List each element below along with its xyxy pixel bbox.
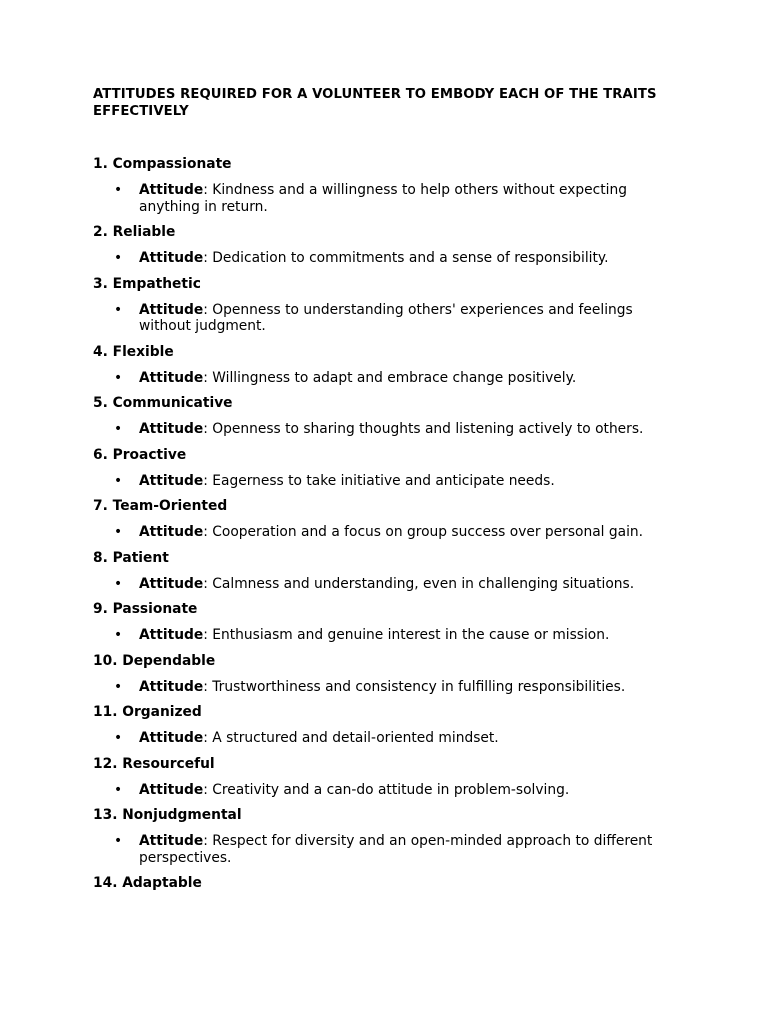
attitude-list [93,370,683,387]
attitude-item [93,370,683,387]
trait-heading: 7. Team-Oriented [93,498,228,514]
attitude-item [93,576,683,593]
attitude-list [93,782,683,799]
trait-heading: 1. Compassionate [93,156,232,172]
attitude-description: : Openness to sharing thoughts and listening actively to others. [203,421,644,437]
bullet-icon: • [114,627,123,643]
attitude-description: : A structured and detail-oriented mindset. [203,730,499,746]
attitude-item [93,421,683,438]
attitude-label: Attitude [139,301,204,318]
bullet-icon: • [114,781,123,798]
attitude-label: Attitude [139,250,204,266]
attitude-description: : Kindness and a willingness to help others without expecting anything in return. [139,182,627,215]
trait-section [93,704,683,747]
trait-heading: 13. Nonjudgmental [93,807,242,823]
trait-section [93,344,683,387]
trait-section [93,447,683,490]
attitude-list [93,524,683,541]
bullet-icon: • [114,678,123,695]
trait-heading: 8. Patient [93,549,169,566]
trait-heading: 2. Reliable [93,224,176,240]
attitude-item [93,782,683,799]
bullet-icon: • [114,833,123,849]
attitude-description: : Calmness and understanding, even in challenging situations. [203,575,635,592]
trait-section [93,498,683,541]
attitude-description: : Creativity and a can-do attitude in problem-solving. [203,781,570,798]
attitude-item [93,302,683,335]
bullet-icon: • [114,369,123,386]
attitude-description: : Eagerness to take initiative and anticipate needs. [203,472,555,489]
attitude-list [93,730,683,747]
trait-section [93,276,683,335]
attitude-item [93,182,683,215]
trait-section [93,756,683,799]
attitude-label: Attitude [139,421,204,437]
trait-section [93,807,683,866]
attitude-label: Attitude [139,369,204,386]
attitude-item [93,250,683,267]
attitude-list [93,302,683,335]
trait-heading: 12. Resourceful [93,755,215,772]
trait-section [93,601,683,644]
attitude-item [93,833,683,866]
attitude-description: : Cooperation and a focus on group success over personal gain. [203,524,644,540]
attitude-label: Attitude [139,833,204,849]
attitude-description: : Respect for diversity and an open-minded approach to different perspectives. [139,833,653,866]
trait-heading: 10. Dependable [93,652,216,669]
attitude-description: : Enthusiasm and genuine interest in the cause or mission. [203,627,610,643]
attitude-description: : Dedication to commitments and a sense of responsibility. [203,250,609,266]
attitude-list [93,421,683,438]
bullet-icon: • [114,472,123,489]
trait-heading: 9. Passionate [93,601,198,617]
document-title: ATTITUDES REQUIRED FOR A VOLUNTEER TO EMBODY EACH OF THE TRAITS EFFECTIVELY [93,87,657,119]
attitude-label: Attitude [139,678,204,695]
bullet-icon: • [114,730,123,746]
attitude-description: : Willingness to adapt and embrace change positively. [203,369,577,386]
attitude-label: Attitude [139,730,204,746]
attitude-list [93,833,683,866]
attitude-label: Attitude [139,575,204,592]
attitude-list [93,250,683,267]
attitude-item [93,679,683,696]
trait-section [93,156,683,215]
attitude-label: Attitude [139,781,204,798]
trait-section [93,653,683,696]
attitude-item [93,524,683,541]
attitude-list [93,473,683,490]
attitude-description: : Trustworthiness and consistency in fulfilling responsibilities. [203,678,626,695]
traits-list [93,156,683,892]
attitude-description: : Openness to understanding others' experiences and feelings without judgment. [139,301,633,334]
bullet-icon: • [114,421,123,437]
attitude-item [93,627,683,644]
trait-heading: 4. Flexible [93,343,174,360]
bullet-icon: • [114,182,123,198]
attitude-label: Attitude [139,524,204,540]
attitude-label: Attitude [139,627,204,643]
trait-heading: 6. Proactive [93,446,187,463]
attitude-label: Attitude [139,182,204,198]
trait-heading: 11. Organized [93,704,202,720]
trait-heading: 5. Communicative [93,395,233,411]
trait-section [93,224,683,267]
trait-section [93,550,683,593]
attitude-list [93,182,683,215]
bullet-icon: • [114,575,123,592]
trait-heading: 14. Adaptable [93,875,202,891]
attitude-list [93,679,683,696]
trait-section [93,395,683,438]
bullet-icon: • [114,524,123,540]
trait-heading: 3. Empathetic [93,275,201,292]
attitude-label: Attitude [139,472,204,489]
attitude-item [93,473,683,490]
bullet-icon: • [114,301,123,318]
trait-section [93,875,683,892]
document-page [93,87,683,901]
attitude-list [93,627,683,644]
attitude-item [93,730,683,747]
bullet-icon: • [114,250,123,266]
attitude-list [93,576,683,593]
